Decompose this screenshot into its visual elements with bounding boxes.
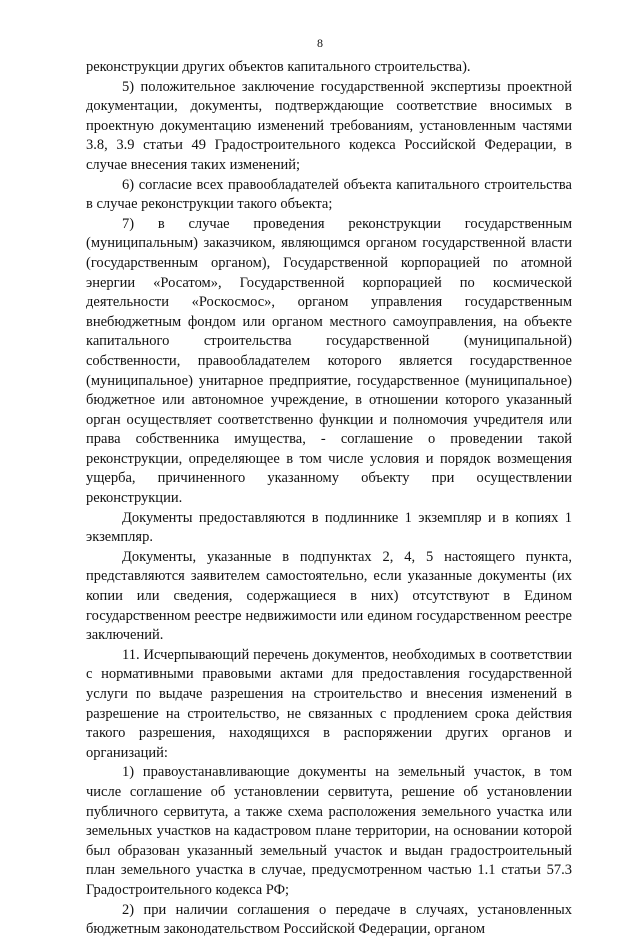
paragraph-continuation: реконструкции других объектов капитального строительства). (86, 59, 471, 75)
paragraph-self-submitted-note: Документы, указанные в подпунктах 2, 4, 5 настоящего пункта, представляются заявителем самостоятельно, если указанные документы (их копии или сведения, содержащиеся в них) отсутствуют в Едином государственном реестре недвижимости или едином государственном реестре заключений. (86, 548, 572, 644)
paragraph-subitem-2: 2) при наличии соглашения о передаче в случаях, установленных бюджетным законодательством Российской Федерации, органом (86, 901, 572, 938)
page-number: 8 (317, 36, 323, 50)
paragraph-item-7: 7) в случае проведения реконструкции государственным (муниципальным) заказчиком, являющимся органом государственной власти (государственным органом), Государственной корпорацией по атомной энергии «Росатом», Государственной корпорацией по космической деятельности «Роскосмос», органом управления государственным внебюджетным фондом или органом местного самоуправления, на объекте капитального строительства государственной (муниципальной) собственности, правообладателем которого является государственное (муниципальное) унитарное предприятие, государственное (муниципальное) бюджетное или автономное учреждение, в отношении которого указанный орган осуществляет соответственно функции и полномочия учредителя или права собственника имущества, - соглашение о проведении такой реконструкции, определяющее в том числе условия и порядок возмещения ущерба, причиненного указанному объекту при осуществлении реконструкции. (86, 215, 572, 507)
paragraph-item-6: 6) согласие всех правообладателей объекта капитального строительства в случае реконструкции такого объекта; (86, 176, 572, 213)
paragraph-subitem-1: 1) правоустанавливающие документы на земельный участок, в том числе соглашение об установлении сервитута, решение об установлении публичного сервитута, а также схема расположения земельного участка или земельных участков на кадастровом плане территории, на основании которой был образован указанный земельный участок и выдан градостроительный план земельного участка в случае, предусмотренном частью 1.1 статьи 57.3 Градостроительного кодекса РФ; (86, 764, 572, 898)
document-body (86, 58, 572, 940)
paragraph-copies-note: Документы предоставляются в подлиннике 1 экземпляр и в копиях 1 экземпляр. (86, 509, 572, 546)
paragraph-item-5: 5) положительное заключение государственной экспертизы проектной документации, документы, подтверждающие соответствие вносимых в проектную документацию изменений требованиям, установленным частями 3.8, 3.9 статьи 49 Градостроительного кодекса Российской Федерации, в случае внесения таких изменений; (86, 78, 572, 173)
paragraph-section-11: 11. Исчерпывающий перечень документов, необходимых в соответствии с нормативными правовыми актами для предоставления государственной услуги по выдаче разрешения на строительство и внесения изменений в разрешение на строительство, не связанных с продлением срока действия такого разрешения, находящихся в распоряжении других органов и организаций: (86, 646, 572, 761)
